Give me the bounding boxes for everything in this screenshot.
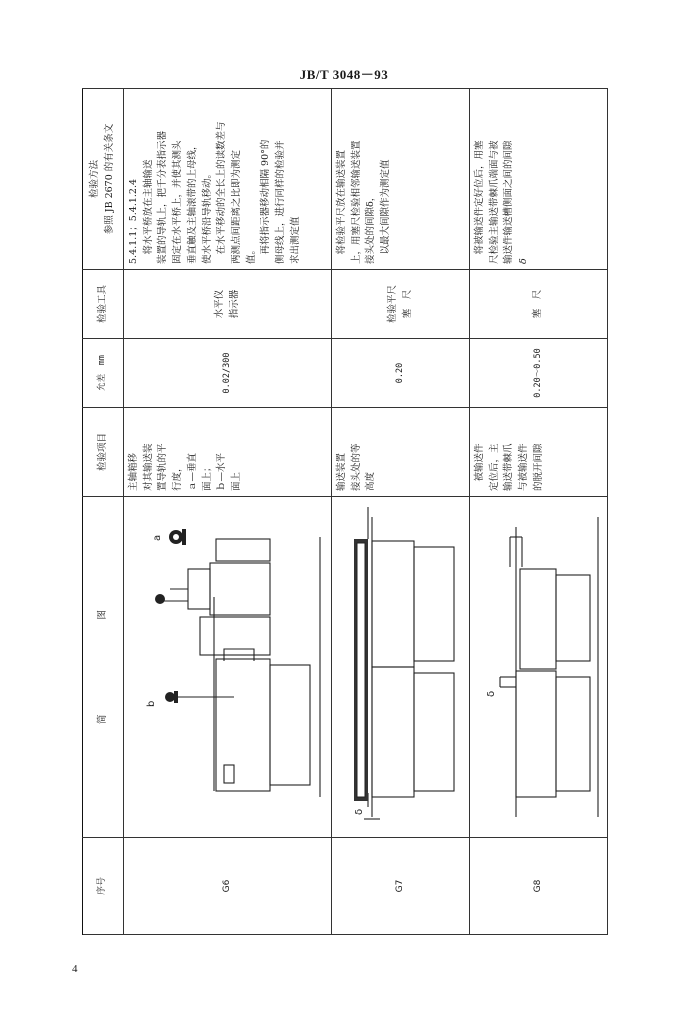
method-line: 接头处的间隙δ， [365, 191, 377, 264]
fig-label-b: b [146, 700, 157, 707]
figure-g8 [470, 497, 608, 838]
tool-g7 [332, 270, 470, 339]
method-line: 将水平桥放在主轴输送 [142, 159, 154, 264]
method-g6 [124, 89, 332, 270]
method-line: 以最大间隙作为测定值 [380, 159, 392, 264]
method-g7 [332, 89, 470, 270]
table-row [332, 89, 470, 935]
fig-label-delta: δ [354, 808, 365, 815]
method-line: 垂直触及主轴滚带的上母线， [186, 140, 198, 264]
method-line: 值。 [245, 244, 257, 264]
item-line: 面上； [201, 462, 213, 491]
row-number: G8 [470, 838, 608, 935]
header-method-title: 检验方法 [89, 160, 101, 199]
table-row [470, 89, 608, 935]
item-g8 [470, 408, 608, 497]
item-line: 输送装置 [336, 452, 347, 491]
page-number: 4 [72, 963, 78, 975]
page-header: JB/T 3048－93 [299, 67, 389, 82]
method-line: 装置的导轨上，把千分表指示器 [157, 130, 169, 264]
method-line: 5.4.1.1；5.4.1.2.4 [128, 178, 139, 264]
item-line: ｂ—水平 [216, 452, 228, 491]
header-tolerance: 允差 mm [83, 339, 124, 408]
item-line: 定位后，主 [488, 443, 500, 491]
item-line: 输送带棘爪 [503, 443, 515, 491]
method-line: 固定在水平桥上，并使其测头 [172, 140, 184, 264]
method-line: 将被输送件定好位后，用塞 [474, 140, 485, 264]
item-line: 置导轨的平 [157, 443, 169, 491]
method-line: 使水平桥沿导轨移动。 [201, 168, 213, 264]
method-line: 在水平移动的全长上的读数差与 [216, 121, 228, 264]
tool-g6 [124, 270, 332, 339]
method-line: 再将指示器移动相隔 90°的 [260, 139, 272, 264]
method-g8 [470, 89, 608, 270]
item-line: 面上 [231, 471, 243, 491]
method-line: 求出测定值 [289, 216, 301, 264]
tool-line: 塞 尺 [532, 289, 544, 319]
tolerance-g6: 0.02/300 [124, 339, 332, 408]
item-line: 行度， [172, 462, 184, 491]
item-line: ａ—垂直 [186, 452, 198, 491]
header-method-ref: 参照 JB 2670 的有关条文 [104, 123, 115, 235]
method-line: 上，用塞尺检验相邻输送装置 [350, 140, 362, 264]
diagram-g8 [470, 497, 607, 837]
header-tool: 检验工具 [83, 270, 124, 339]
method-line: δ [518, 258, 530, 264]
tool-g8 [470, 270, 608, 339]
tool-line: 水平仪 [213, 289, 225, 319]
tolerance-g7: 0.20 [332, 339, 470, 408]
fig-label-delta: δ [486, 690, 497, 697]
item-line: 的脱开间隙 [532, 443, 544, 491]
tool-line: 检验平尺 [386, 285, 398, 324]
header-no: 序号 [83, 838, 124, 935]
figure-g6 [124, 497, 332, 838]
diagram-g6 [124, 497, 331, 837]
header-item: 检验项目 [83, 408, 124, 497]
tool-line: 塞 尺 [401, 289, 413, 319]
item-line: 对其输送装 [142, 443, 154, 491]
item-line: 主轴箱移 [128, 452, 139, 491]
item-line: 高度 [365, 471, 377, 491]
item-line: 与被输送件 [518, 443, 530, 491]
tool-line: 指示器 [228, 289, 240, 319]
header-method [83, 89, 124, 270]
row-number: G6 [124, 838, 332, 935]
item-line: 接头处的等 [350, 443, 362, 491]
rotated-table-wrapper [82, 88, 597, 935]
method-line: 将检验平尺放在输送装置 [336, 149, 347, 264]
inspection-table [82, 88, 608, 935]
row-number: G7 [332, 838, 470, 935]
fig-label-a: a [152, 534, 163, 541]
method-line: 侧母线上，进行同样的检验并 [275, 140, 287, 264]
method-line: 两测点间距离之比即为测定 [231, 149, 243, 264]
method-line: 尺检验主输送带棘爪端面与被 [488, 140, 500, 264]
table-row [124, 89, 332, 935]
item-g6 [124, 408, 332, 497]
figure-g7 [332, 497, 470, 838]
item-line: 被输送件 [474, 443, 485, 491]
tolerance-g8: 0.20～0.50 [470, 339, 608, 408]
header-figure: 简 图 [83, 497, 124, 838]
table-header-row [83, 89, 124, 935]
diagram-g7 [332, 497, 469, 837]
method-line: 输送件输送槽侧面之间的间隙 [503, 140, 515, 264]
item-g7 [332, 408, 470, 497]
